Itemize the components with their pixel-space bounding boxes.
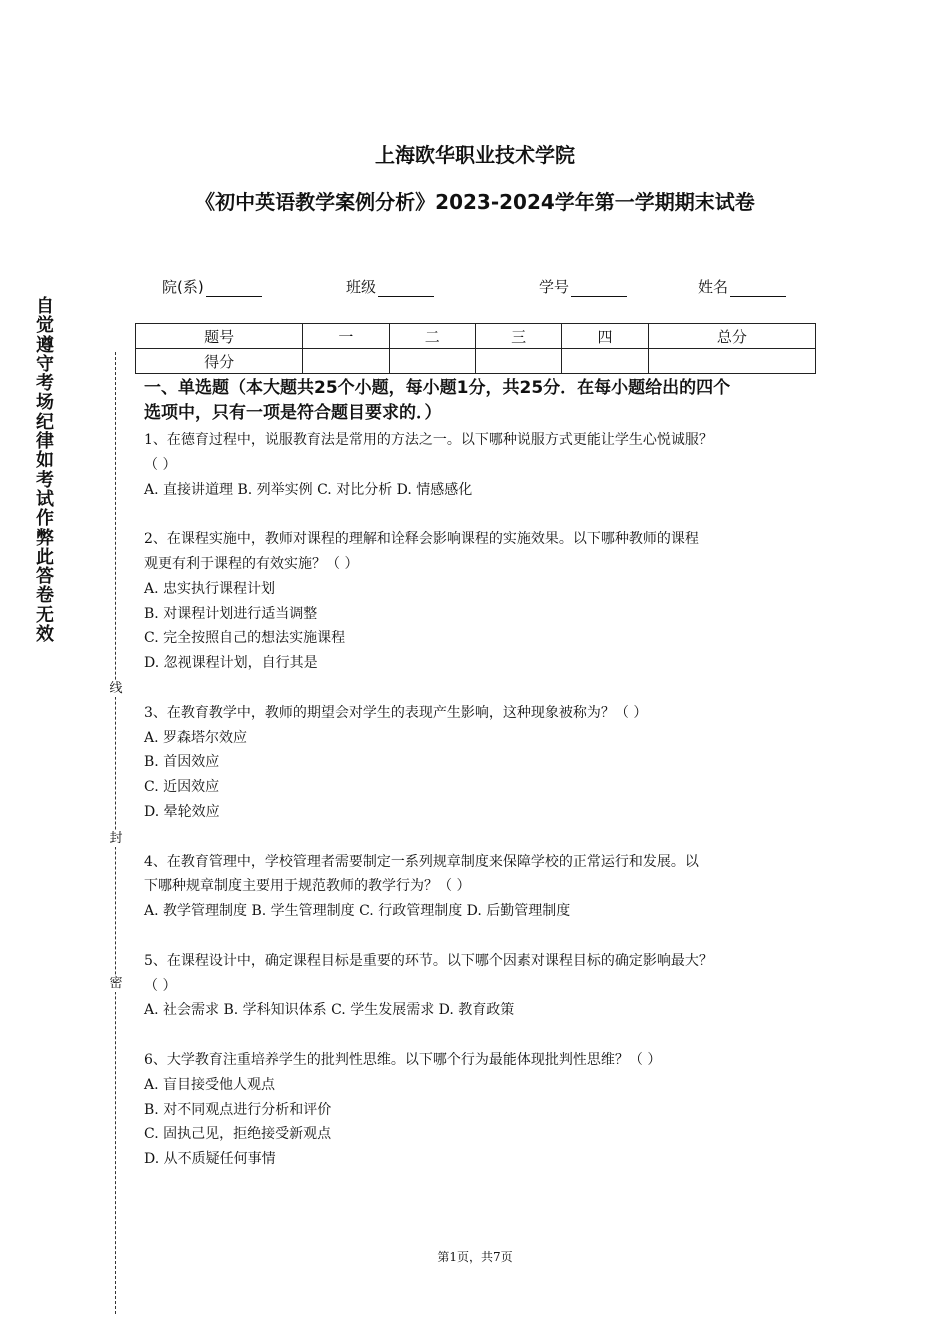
question-6 xyxy=(144,1048,824,1172)
question-stem: 4、在教育管理中，学校管理者需要制定一系列规章制度来保障学校的正常运行和发展。以 xyxy=(144,853,699,870)
option-c: C. 完全按照自己的想法实施课程 xyxy=(144,630,346,647)
option-c: C. 近因效应 xyxy=(144,779,220,796)
score-header-cell: 三 xyxy=(475,324,561,349)
class-label: 班级 xyxy=(346,278,377,296)
score-table-header-row xyxy=(136,324,816,349)
question-stem: 6、大学教育注重培养学生的批判性思维。以下哪个行为最能体现批判性思维？（ ） xyxy=(144,1051,662,1068)
option-d: D. 忽视课程计划，自行其是 xyxy=(144,655,318,672)
student-id-blank[interactable] xyxy=(571,280,627,297)
option-d: D. 从不质疑任何事情 xyxy=(144,1151,276,1168)
score-header-cell: 一 xyxy=(303,324,389,349)
exam-title: 《初中英语教学案例分析》2023-2024学年第一学期期末试卷 xyxy=(195,190,755,214)
score-cell[interactable] xyxy=(303,349,389,374)
score-cell[interactable] xyxy=(562,349,648,374)
option-b: B. 首因效应 xyxy=(144,754,220,771)
option-b: B. 对课程计划进行适当调整 xyxy=(144,605,318,622)
option-a: A. 忠实执行课程计划 xyxy=(144,580,276,597)
score-header-cell: 四 xyxy=(562,324,648,349)
question-4 xyxy=(144,850,824,924)
section-title xyxy=(144,376,824,426)
name-blank[interactable] xyxy=(730,280,786,297)
student-id-label: 学号 xyxy=(539,278,570,296)
score-header-cell: 总分 xyxy=(648,324,815,349)
question-options: A. 教学管理制度 B. 学生管理制度 C. 行政管理制度 D. 后勤管理制度 xyxy=(144,903,571,920)
question-stem: 1、在德育过程中，说服教育法是常用的方法之一。以下哪种说服方式更能让学生心悦诚服？ xyxy=(144,432,713,448)
student-id-field xyxy=(539,276,627,297)
question-stem: 5、在课程设计中，确定课程目标是重要的环节。以下哪个因素对课程目标的确定影响最大？ xyxy=(144,952,713,969)
cut-label-mi: 密 xyxy=(107,976,125,992)
exam-discipline-notice: 自觉遵守考场纪律如考试作弊此答卷无效 xyxy=(36,296,54,646)
section-title-line1: 一、单选题（本大题共25个小题，每小题1分，共25分．在每小题给出的四个 xyxy=(144,378,731,398)
question-stem: （ ） xyxy=(144,977,177,994)
dept-blank[interactable] xyxy=(206,280,262,297)
score-table xyxy=(135,323,816,374)
cut-label-feng: 封 xyxy=(107,831,125,847)
option-b: B. 对不同观点进行分析和评价 xyxy=(144,1101,332,1118)
question-stem: 观更有利于课程的有效实施？（ ） xyxy=(144,555,359,572)
question-stem: 下哪种规章制度主要用于规范教师的教学行为？（ ） xyxy=(144,878,471,895)
question-options: A. 社会需求 B. 学科知识体系 C. 学生发展需求 D. 教育政策 xyxy=(144,1002,515,1019)
name-label: 姓名 xyxy=(698,278,729,296)
score-cell[interactable] xyxy=(648,349,815,374)
school-name: 上海欧华职业技术学院 xyxy=(375,143,575,167)
score-header-cell: 题号 xyxy=(136,324,303,349)
class-blank[interactable] xyxy=(378,280,434,297)
question-3 xyxy=(144,701,824,825)
score-cell[interactable] xyxy=(389,349,475,374)
question-5 xyxy=(144,949,824,1023)
score-row-label: 得分 xyxy=(136,349,303,374)
cut-label-xian: 线 xyxy=(107,681,125,697)
class-field xyxy=(346,276,434,297)
question-area xyxy=(144,376,824,1172)
section-title-line2: 选项中，只有一项是符合题目要求的．） xyxy=(144,403,442,423)
question-stem: 3、在教育教学中，教师的期望会对学生的表现产生影响，这种现象被称为？（ ） xyxy=(144,704,648,721)
question-2 xyxy=(144,527,824,676)
option-a: A. 盲目接受他人观点 xyxy=(144,1076,276,1093)
score-table-score-row xyxy=(136,349,816,374)
option-a: A. 罗森塔尔效应 xyxy=(144,729,248,746)
score-header-cell: 二 xyxy=(389,324,475,349)
name-field xyxy=(698,276,786,297)
question-options: A. 直接讲道理 B. 列举实例 C. 对比分析 D. 情感感化 xyxy=(144,481,473,498)
question-stem: （ ） xyxy=(144,456,177,473)
option-c: C. 固执己见，拒绝接受新观点 xyxy=(144,1126,332,1143)
dept-field xyxy=(162,276,262,297)
question-stem: 2、在课程实施中，教师对课程的理解和诠释会影响课程的实施效果。以下哪种教师的课程 xyxy=(144,531,699,548)
dept-label: 院(系) xyxy=(162,278,204,296)
score-cell[interactable] xyxy=(475,349,561,374)
option-d: D. 晕轮效应 xyxy=(144,803,220,820)
page-footer: 第1页，共7页 xyxy=(437,1250,513,1264)
question-1 xyxy=(144,428,824,502)
